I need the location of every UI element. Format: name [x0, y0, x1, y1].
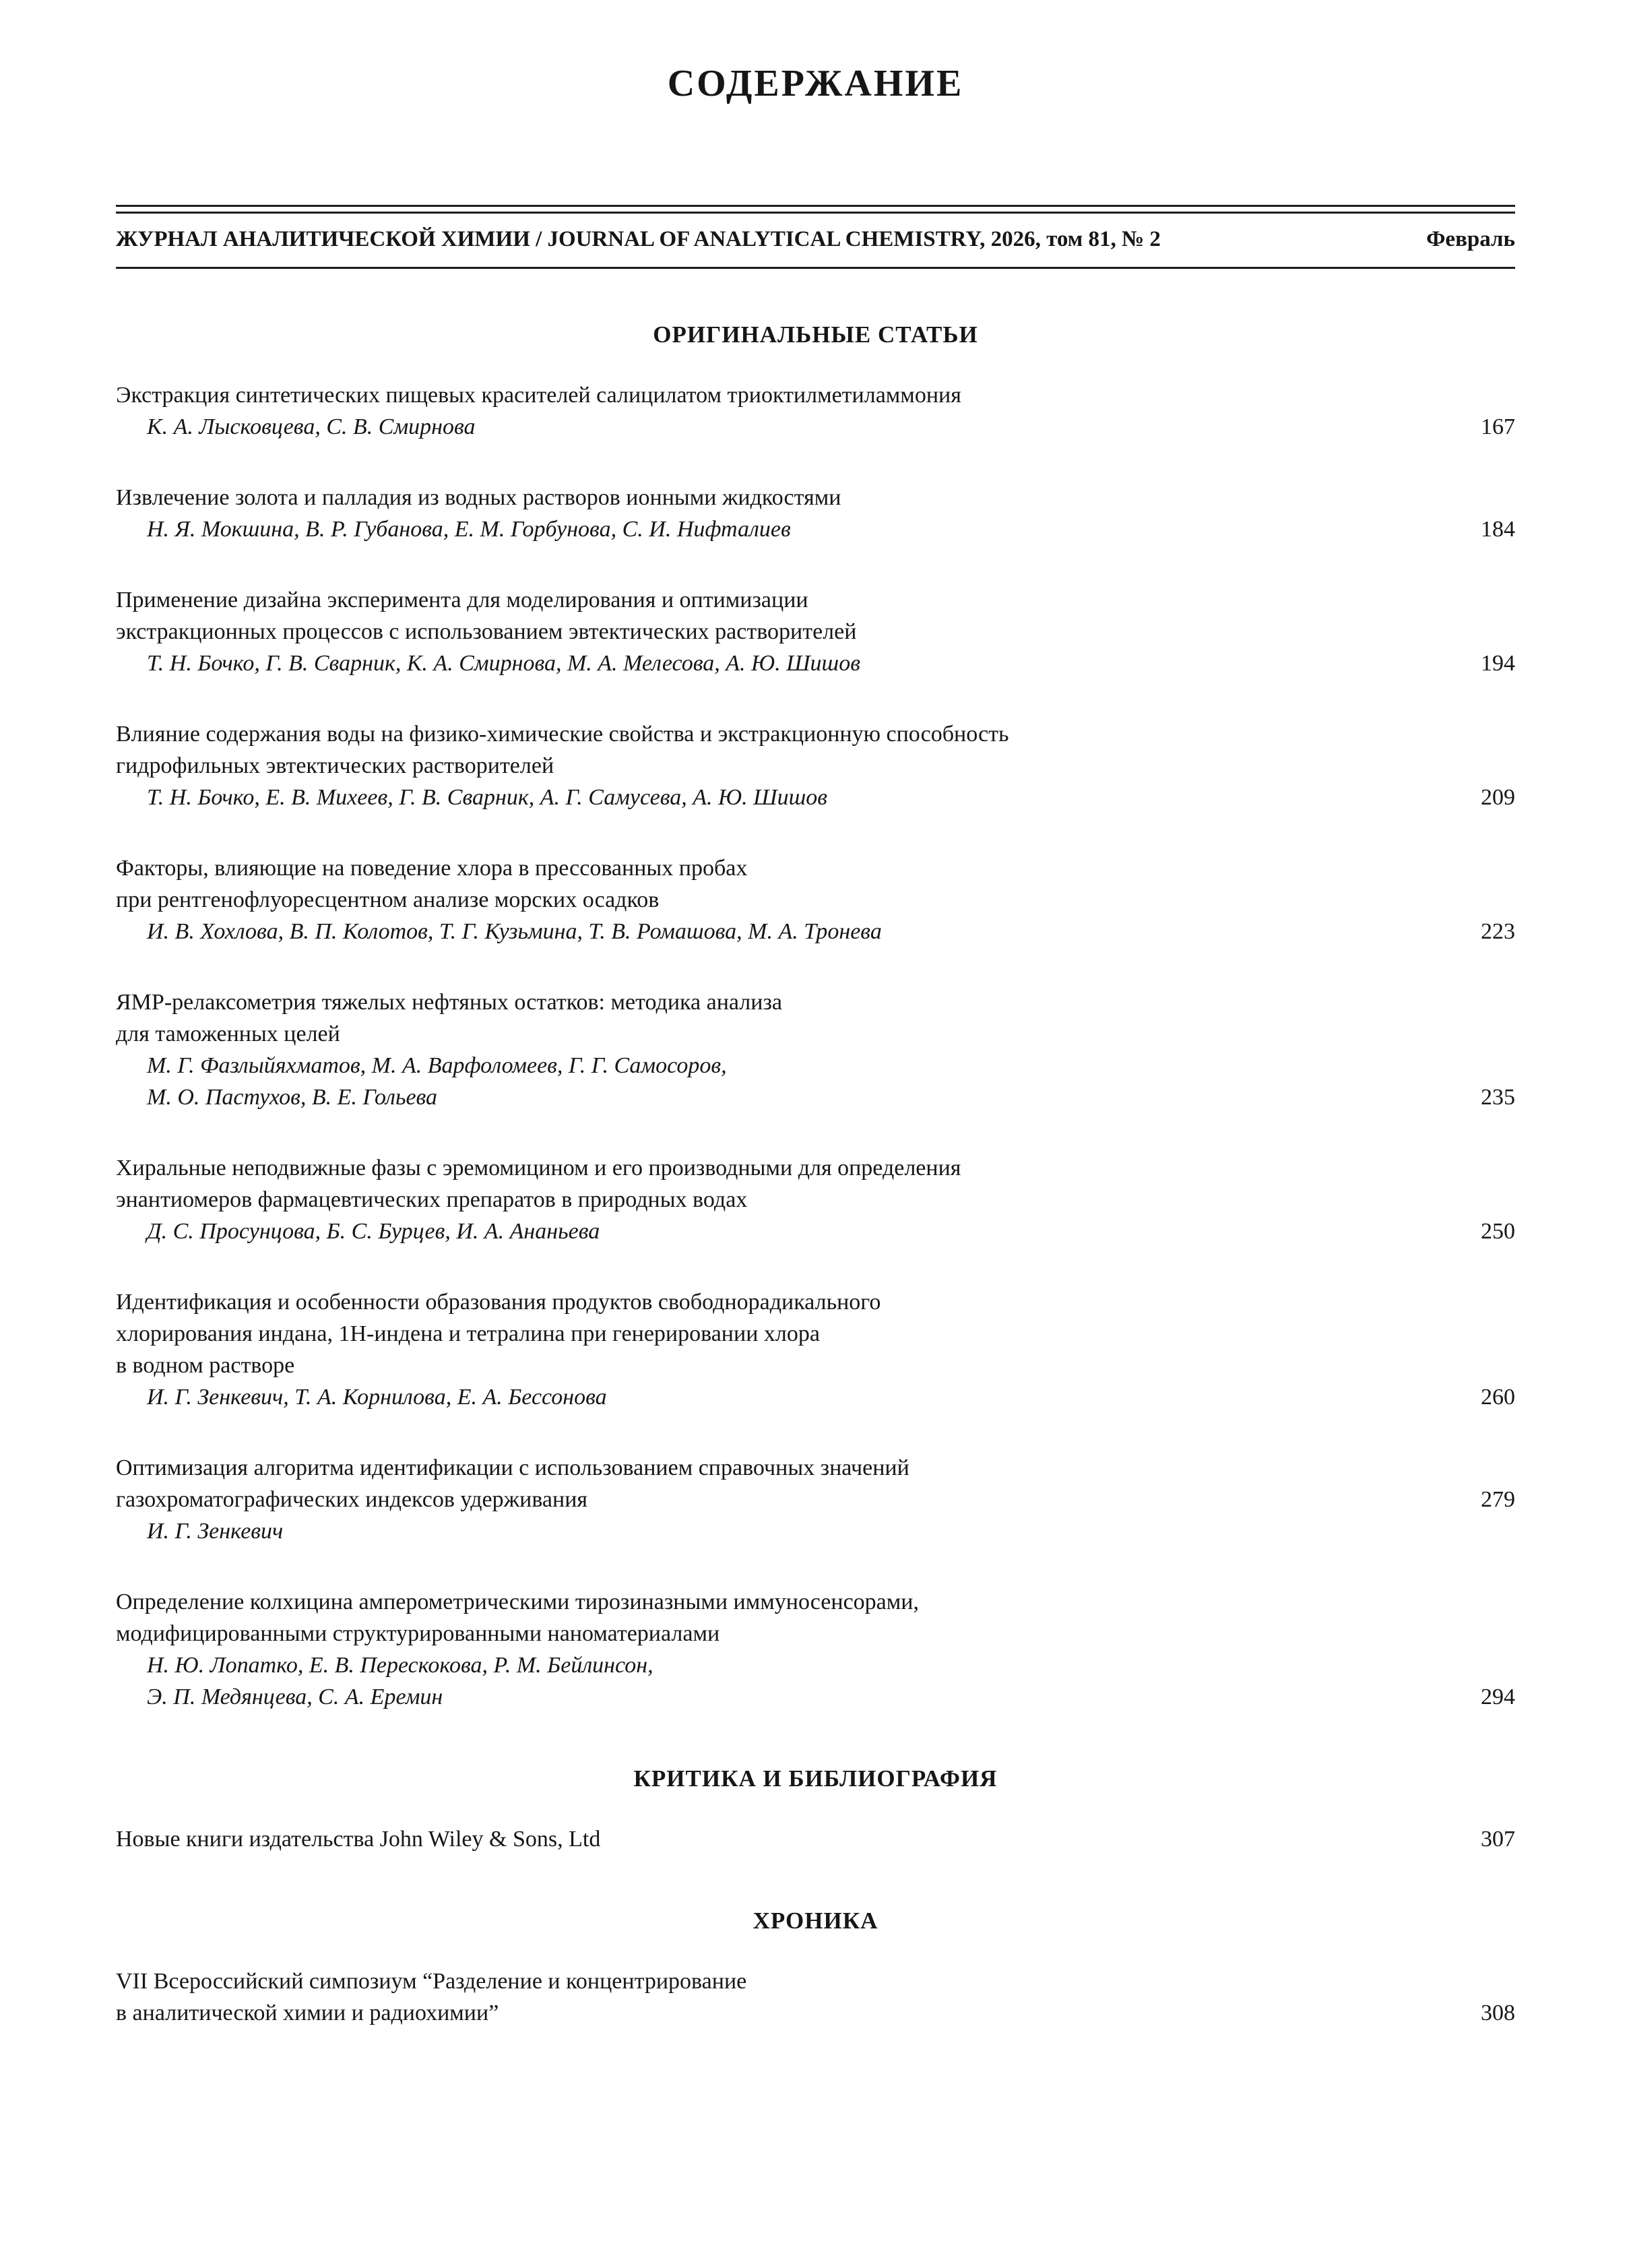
entry-authors-line	[116, 782, 1515, 813]
entry-title-line	[116, 1997, 1515, 2029]
toc-entry	[116, 986, 1515, 1113]
toc-entry	[116, 1152, 1515, 1247]
toc-entry	[116, 1286, 1515, 1413]
line-text: И. Г. Зенкевич	[147, 1519, 284, 1544]
section-heading: ХРОНИКА	[753, 1908, 878, 1934]
line-text: для таможенных целей	[116, 1021, 340, 1046]
line-text: Д. С. Просунцова, Б. С. Бурцев, И. А. Ананьева	[147, 1219, 600, 1244]
entry-title-line	[116, 718, 1515, 750]
line-text: Н. Ю. Лопатко, Е. В. Перескокова, Р. М. Бейлинсон,	[147, 1653, 653, 1678]
entry-title-line	[116, 750, 1515, 782]
line-text: И. Г. Зенкевич, Т. А. Корнилова, Е. А. Бессонова	[147, 1385, 607, 1410]
line-text: Извлечение золота и палладия из водных растворов ионными жидкостями	[116, 485, 841, 510]
line-text: в водном растворе	[116, 1353, 295, 1378]
entry-title-line	[116, 379, 1515, 411]
entry-title-line	[116, 1018, 1515, 1050]
page-number: 235	[1481, 1085, 1515, 1110]
page-number: 250	[1481, 1219, 1515, 1244]
line-text: Влияние содержания воды на физико-химические свойства и экстракционную способность	[116, 722, 1009, 747]
entry-title-line	[116, 986, 1515, 1018]
entry-authors-line	[116, 1649, 1515, 1681]
line-text: ЯМР-релаксометрия тяжелых нефтяных остатков: методика анализа	[116, 990, 782, 1015]
line-text: модифицированными структурированными наноматериалами	[116, 1621, 720, 1646]
line-text: Хиральные неподвижные фазы с эремомицином и его производными для определения	[116, 1156, 961, 1180]
line-text: М. Г. Фазлыйяхматов, М. А. Варфоломеев, Г. Г. Самосоров,	[147, 1053, 727, 1078]
section-heading: ОРИГИНАЛЬНЫЕ СТАТЬИ	[653, 321, 978, 348]
entry-title-line	[116, 1484, 1515, 1515]
toc-sections	[116, 321, 1515, 2029]
page-number: 308	[1481, 2001, 1515, 2025]
toc-entry	[116, 379, 1515, 443]
section-heading: КРИТИКА И БИБЛИОГРАФИЯ	[633, 1765, 998, 1792]
toc-section	[116, 321, 1515, 1713]
entry-title-line	[116, 852, 1515, 884]
page-number: 209	[1481, 785, 1515, 810]
line-text: И. В. Хохлова, В. П. Колотов, Т. Г. Кузьмина, Т. В. Ромашова, М. А. Тронева	[147, 919, 882, 944]
line-text: Т. Н. Бочко, Е. В. Михеев, Г. В. Сварник, А. Г. Самусева, А. Ю. Шишов	[147, 785, 828, 810]
toc-entry	[116, 1452, 1515, 1547]
toc-entry	[116, 482, 1515, 545]
toc-entry	[116, 1823, 1515, 1855]
page-number: 260	[1481, 1385, 1515, 1410]
entry-authors-line	[116, 1081, 1515, 1113]
entry-authors-line	[116, 1216, 1515, 1247]
entry-authors-line	[116, 1381, 1515, 1413]
entry-title-line	[116, 482, 1515, 513]
toc-section	[116, 1765, 1515, 1855]
page-number: 307	[1481, 1827, 1515, 1852]
line-text: гидрофильных эвтектических растворителей	[116, 753, 554, 778]
line-text: Экстракция синтетических пищевых красителей салицилатом триоктилметиламмония	[116, 383, 961, 408]
line-text: Определение колхицина амперометрическими тирозиназными иммуносенсорами,	[116, 1589, 919, 1614]
entry-authors-line	[116, 1050, 1515, 1081]
toc-entry	[116, 1965, 1515, 2029]
entry-title-line	[116, 1318, 1515, 1350]
toc-entry	[116, 1586, 1515, 1713]
line-text: Оптимизация алгоритма идентификации с использованием справочных значений	[116, 1455, 909, 1480]
line-text: К. А. Лысковцева, С. В. Смирнова	[147, 414, 476, 439]
issue-month: Февраль	[1426, 227, 1515, 251]
line-text: Новые книги издательства John Wiley & Sons, Ltd	[116, 1827, 601, 1852]
entry-title-line	[116, 1152, 1515, 1184]
entry-title-line	[116, 1184, 1515, 1216]
entry-authors-line	[116, 513, 1515, 545]
line-text: Т. Н. Бочко, Г. В. Сварник, К. А. Смирнова, М. А. Мелесова, А. Ю. Шишов	[147, 651, 860, 676]
entry-authors-line	[116, 411, 1515, 443]
entry-authors-line	[116, 1515, 1515, 1547]
line-text: М. О. Пастухов, В. Е. Гольева	[147, 1085, 438, 1110]
page-number: 184	[1481, 517, 1515, 542]
entry-title-line	[116, 1823, 1515, 1855]
entry-title-line	[116, 1586, 1515, 1618]
line-text: Применение дизайна эксперимента для моделирования и оптимизации	[116, 588, 808, 612]
entry-authors-line	[116, 1681, 1515, 1713]
header-double-rule	[116, 205, 1515, 214]
entry-authors-line	[116, 648, 1515, 679]
line-text: VII Всероссийский симпозиум “Разделение и концентрирование	[116, 1969, 747, 1994]
line-text: Идентификация и особенности образования продуктов свободнорадикального	[116, 1290, 881, 1315]
entry-title-line	[116, 1286, 1515, 1318]
page-number: 194	[1481, 651, 1515, 676]
journal-title-line: ЖУРНАЛ АНАЛИТИЧЕСКОЙ ХИМИИ / JOURNAL OF ANALYTICAL CHEMISTRY, 2026, том 81, № 2	[116, 227, 1161, 251]
entry-authors-line	[116, 916, 1515, 947]
line-text: Факторы, влияющие на поведение хлора в прессованных пробах	[116, 856, 748, 881]
header-single-rule	[116, 267, 1515, 269]
page-title: СОДЕРЖАНИЕ	[667, 63, 964, 104]
entry-title-line	[116, 616, 1515, 648]
line-text: Н. Я. Мокшина, В. Р. Губанова, Е. М. Горбунова, С. И. Нифталиев	[147, 517, 791, 542]
line-text: Э. П. Медянцева, С. А. Еремин	[147, 1684, 443, 1709]
entry-title-line	[116, 1452, 1515, 1484]
page-number: 294	[1481, 1684, 1515, 1709]
page-number: 279	[1481, 1487, 1515, 1512]
toc-section	[116, 1908, 1515, 2029]
line-text: энантиомеров фармацевтических препаратов в природных водах	[116, 1187, 748, 1212]
toc-entry	[116, 852, 1515, 947]
line-text: газохроматографических индексов удерживания	[116, 1487, 588, 1512]
journal-header	[116, 214, 1515, 267]
toc-entry	[116, 718, 1515, 813]
page-number: 223	[1481, 919, 1515, 944]
line-text: экстракционных процессов с использованием эвтектических растворителей	[116, 619, 857, 644]
entry-title-line	[116, 1350, 1515, 1381]
entry-title-line	[116, 884, 1515, 916]
line-text: хлорирования индана, 1Н-индена и тетралина при генерировании хлора	[116, 1321, 820, 1346]
entry-title-line	[116, 1618, 1515, 1649]
entry-title-line	[116, 584, 1515, 616]
entry-title-line	[116, 1965, 1515, 1997]
page-number: 167	[1481, 414, 1515, 439]
toc-entry	[116, 584, 1515, 679]
line-text: в аналитической химии и радиохимии”	[116, 2001, 499, 2025]
line-text: при рентгенофлуоресцентном анализе морских осадков	[116, 887, 660, 912]
